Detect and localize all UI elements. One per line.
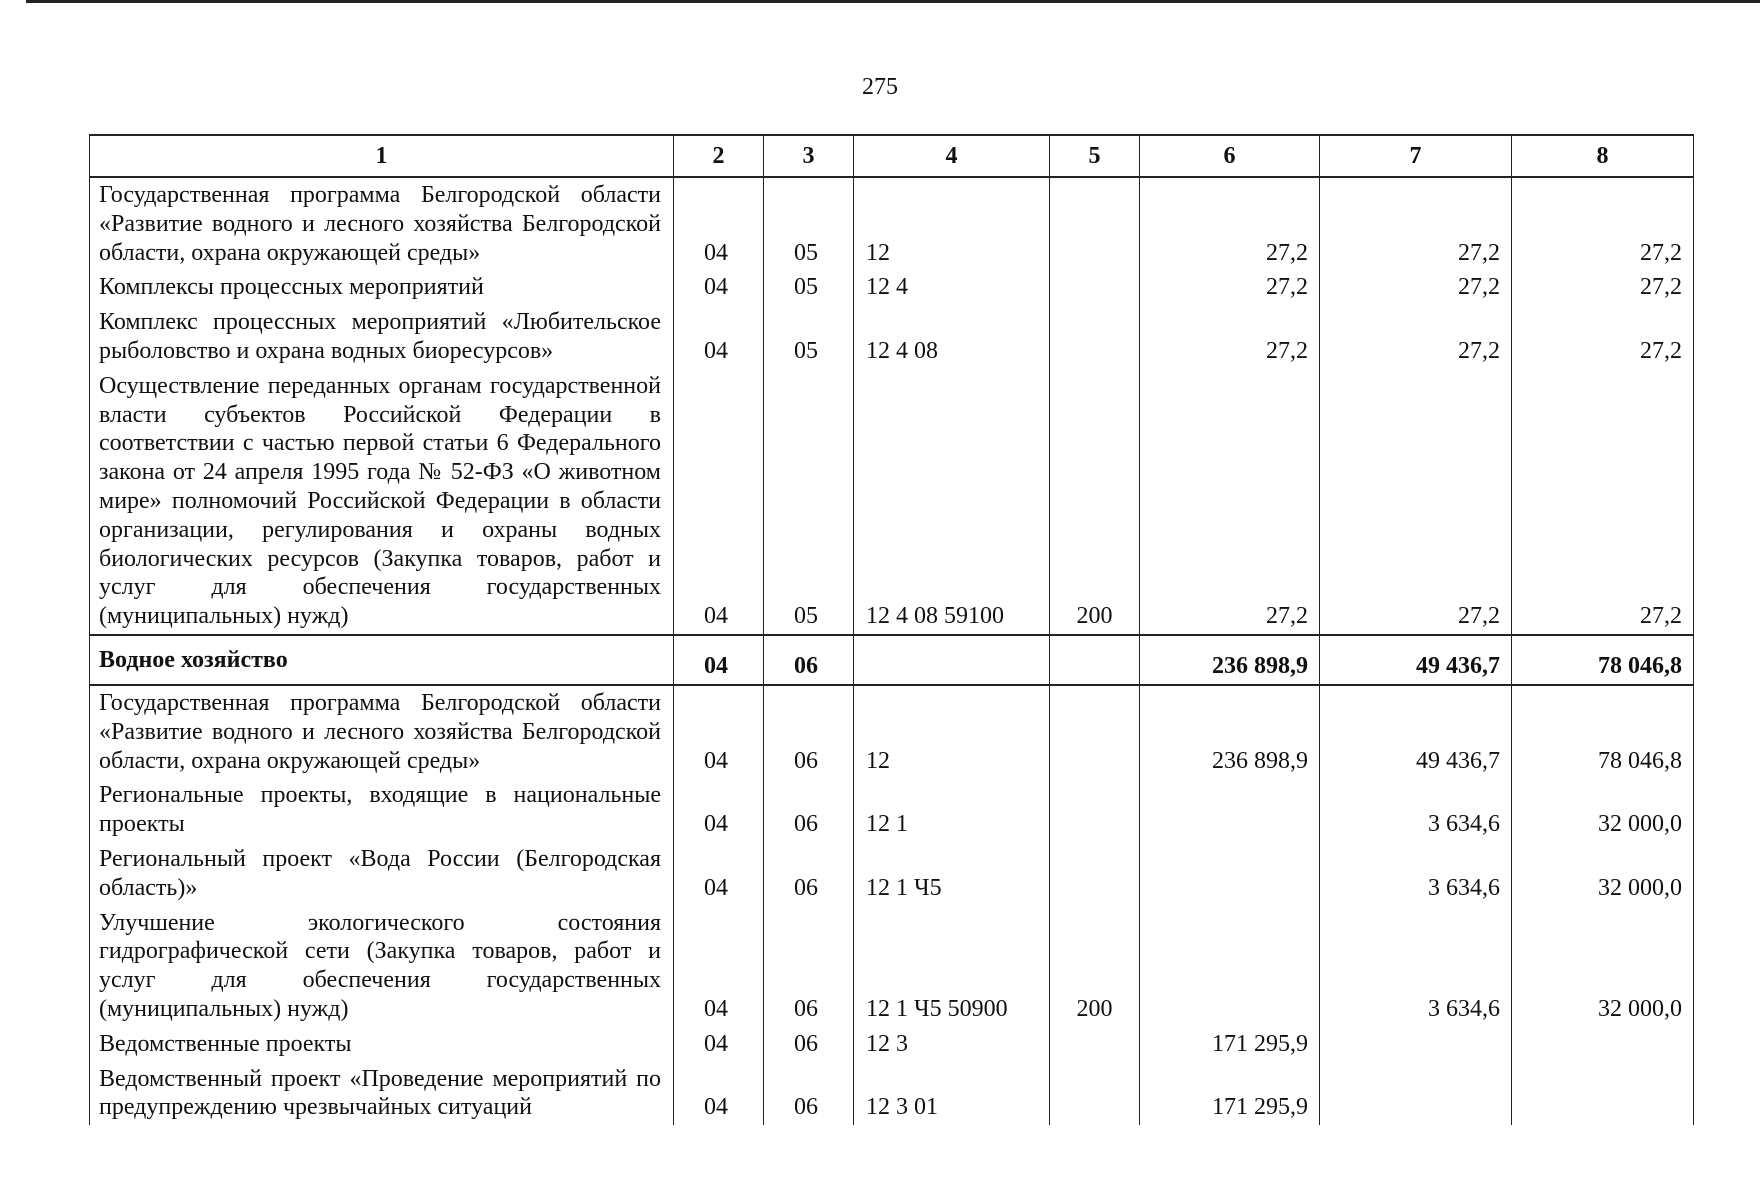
row-amount-8: 27,2 [1512,369,1694,635]
page-number-container [0,74,1760,101]
row-amount-6: 27,2 [1140,369,1320,635]
row-subsection-code: 05 [764,305,854,369]
page-number: 275 [862,74,898,100]
row-expense-type [1050,778,1140,842]
row-amount-7: 49 436,7 [1320,635,1512,685]
table-row [90,177,1694,270]
row-amount-7: 3 634,6 [1320,842,1512,906]
row-expense-type [1050,177,1140,270]
row-amount-6: 171 295,9 [1140,1062,1320,1126]
row-expense-type [1050,685,1140,778]
table-row [90,1027,1694,1062]
row-amount-6: 27,2 [1140,270,1320,305]
row-name: Комплекс процессных мероприятий «Любительское рыболовство и охрана водных биоресурсов» [90,305,674,369]
budget-table [89,134,1694,1125]
row-expense-type [1050,305,1140,369]
header-col-3: 3 [764,135,854,177]
row-amount-7: 27,2 [1320,369,1512,635]
row-amount-7: 3 634,6 [1320,778,1512,842]
table-row [90,906,1694,1027]
row-amount-8 [1512,1027,1694,1062]
row-target-code [854,635,1050,685]
header-col-5: 5 [1050,135,1140,177]
row-amount-8: 27,2 [1512,177,1694,270]
row-section-code: 04 [674,842,764,906]
row-expense-type: 200 [1050,369,1140,635]
row-name: Ведомственные проекты [90,1027,674,1062]
row-amount-8: 32 000,0 [1512,906,1694,1027]
table-row [90,685,1694,778]
row-name: Региональные проекты, входящие в национальные проекты [90,778,674,842]
row-subsection-code: 06 [764,635,854,685]
row-expense-type: 200 [1050,906,1140,1027]
top-rule [26,0,1760,3]
row-name: Государственная программа Белгородской области «Развитие водного и лесного хозяйства Белгородской области, охрана окружающей среды» [90,177,674,270]
row-name: Региональный проект «Вода России (Белгородская область)» [90,842,674,906]
header-col-7: 7 [1320,135,1512,177]
row-amount-7: 27,2 [1320,270,1512,305]
row-amount-8: 78 046,8 [1512,635,1694,685]
row-subsection-code: 06 [764,685,854,778]
table-row [90,1062,1694,1126]
row-subsection-code: 05 [764,270,854,305]
row-section-code: 04 [674,369,764,635]
row-subsection-code: 05 [764,177,854,270]
row-target-code: 12 4 08 59100 [854,369,1050,635]
row-amount-8 [1512,1062,1694,1126]
table-row [90,778,1694,842]
row-section-code: 04 [674,177,764,270]
header-row [90,135,1694,177]
row-name: Улучшение экологического состояния гидрографической сети (Закупка товаров, работ и услуг для обеспечения государственных (муниципальных) нужд) [90,906,674,1027]
row-amount-6: 236 898,9 [1140,685,1320,778]
row-target-code: 12 4 [854,270,1050,305]
row-target-code: 12 1 [854,778,1050,842]
row-section-code: 04 [674,906,764,1027]
row-subsection-code: 06 [764,906,854,1027]
header-col-8: 8 [1512,135,1694,177]
row-amount-6 [1140,842,1320,906]
row-target-code: 12 [854,177,1050,270]
row-amount-8: 27,2 [1512,270,1694,305]
row-target-code: 12 3 [854,1027,1050,1062]
header-col-6: 6 [1140,135,1320,177]
row-subsection-code: 05 [764,369,854,635]
row-amount-7: 27,2 [1320,177,1512,270]
row-amount-8: 78 046,8 [1512,685,1694,778]
row-amount-7: 49 436,7 [1320,685,1512,778]
section-name: Водное хозяйство [90,635,674,685]
row-expense-type [1050,1027,1140,1062]
header-col-1: 1 [90,135,674,177]
header-col-4: 4 [854,135,1050,177]
header-col-2: 2 [674,135,764,177]
row-target-code: 12 1 Ч5 50900 [854,906,1050,1027]
table-row [90,305,1694,369]
row-section-code: 04 [674,270,764,305]
row-target-code: 12 1 Ч5 [854,842,1050,906]
row-expense-type [1050,1062,1140,1126]
table-row [90,270,1694,305]
row-target-code: 12 3 01 [854,1062,1050,1126]
row-subsection-code: 06 [764,1027,854,1062]
row-amount-7 [1320,1062,1512,1126]
row-section-code: 04 [674,1027,764,1062]
table-row [90,842,1694,906]
row-section-code: 04 [674,635,764,685]
row-subsection-code: 06 [764,1062,854,1126]
row-expense-type [1050,270,1140,305]
row-amount-6 [1140,906,1320,1027]
row-amount-7 [1320,1027,1512,1062]
row-amount-8: 32 000,0 [1512,842,1694,906]
row-target-code: 12 4 08 [854,305,1050,369]
row-section-code: 04 [674,685,764,778]
row-amount-7: 27,2 [1320,305,1512,369]
row-name: Осуществление переданных органам государственной власти субъектов Российской Федерации в соответствии с частью первой статьи 6 Федерального закона от 24 апреля 1995 года № 52-ФЗ «О животном мире» полномочий Российской Федерации в области организации, регулирования и охраны водных биологических ресурсов (Закупка товаров, работ и услуг для обеспечения государственных (муниципальных) нужд) [90,369,674,635]
row-name: Комплексы процессных мероприятий [90,270,674,305]
row-amount-8: 32 000,0 [1512,778,1694,842]
section-row [90,635,1694,685]
row-section-code: 04 [674,778,764,842]
row-amount-6: 171 295,9 [1140,1027,1320,1062]
row-subsection-code: 06 [764,842,854,906]
row-amount-6: 236 898,9 [1140,635,1320,685]
row-amount-6: 27,2 [1140,305,1320,369]
row-amount-8: 27,2 [1512,305,1694,369]
row-expense-type [1050,842,1140,906]
row-amount-6 [1140,778,1320,842]
row-name: Ведомственный проект «Проведение мероприятий по предупреждению чрезвычайных ситуаций [90,1062,674,1126]
row-amount-7: 3 634,6 [1320,906,1512,1027]
row-amount-6: 27,2 [1140,177,1320,270]
row-section-code: 04 [674,1062,764,1126]
row-section-code: 04 [674,305,764,369]
row-name: Государственная программа Белгородской области «Развитие водного и лесного хозяйства Белгородской области, охрана окружающей среды» [90,685,674,778]
table-row [90,369,1694,635]
row-target-code: 12 [854,685,1050,778]
row-expense-type [1050,635,1140,685]
row-subsection-code: 06 [764,778,854,842]
